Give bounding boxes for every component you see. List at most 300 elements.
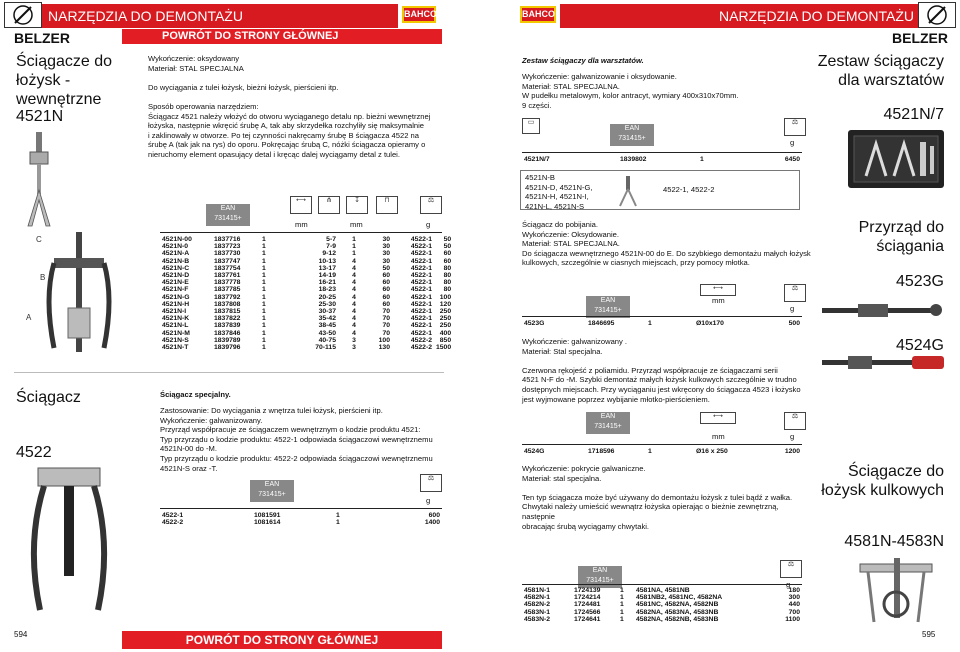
right-s1-unit-g: g [790, 138, 795, 147]
table-cell: 1081614 [254, 519, 281, 527]
right-s1-title: Zestaw ściągaczy dla warsztatów [817, 53, 944, 89]
right-s2-ean-header: EAN 731415+ [586, 296, 630, 318]
right-s4-text-line: Wykończenie: pokrycie galwaniczne. [522, 464, 646, 473]
left-bahco-logo: BAHCO [402, 6, 436, 23]
right-s2-unit-g: g [790, 304, 795, 313]
table-row [160, 308, 453, 315]
table-cell: 4522-1 [410, 329, 432, 337]
table-cell: 1837815 [214, 308, 241, 316]
left-s1-text-line [148, 73, 448, 83]
table-cell: 4583N-1 [524, 608, 551, 616]
right-header-title: NARZĘDZIA DO DEMONTAŻU [719, 8, 914, 24]
table-cell: 30 [382, 236, 390, 243]
right-s3-text-line: dostępnych miejscach. Przy wyciąganiu jest wkręcony do ściągacza 4523 i łożysko [522, 384, 801, 394]
table-cell: 1200 [784, 448, 800, 455]
table-cell: 4521N-S [162, 336, 189, 344]
right-s3-length-icon: ⟷ [700, 412, 736, 424]
table-cell: 6450 [784, 156, 800, 163]
table-cell: 1837846 [214, 329, 241, 337]
table-row [160, 512, 442, 519]
right-header-bar [560, 4, 920, 28]
table-cell: 4522-1 [410, 250, 432, 258]
table-cell: 1 [262, 322, 266, 330]
right-s3-text-line: Czerwona rękojeść z poliamidu. Przyrząd współpracuje ze ściągaczami serii [522, 365, 778, 375]
table-cell: 80 [443, 264, 452, 272]
table-cell: 1718596 [588, 448, 615, 455]
table-cell: 4582NA, 4582NB, 4583NB [636, 615, 719, 623]
right-s3-table [522, 448, 802, 455]
right-s4-text-line [522, 483, 812, 493]
table-cell: 1724481 [574, 601, 601, 609]
ball-bearing-puller-image [852, 556, 946, 626]
table-cell: 4581NA, 4581NB [636, 587, 690, 594]
left-s2-text-line: Wykończenie: galwanizowany. [160, 415, 263, 425]
table-cell: 300 [788, 594, 800, 602]
table-row [160, 337, 453, 344]
table-cell: 16-21 [318, 279, 336, 287]
table-cell: 4521N-K [162, 315, 190, 323]
left-s1-weight-icon: ⚖ [420, 196, 442, 214]
left-s2-code: 4522 [16, 444, 52, 461]
left-home-button-top[interactable]: POWRÓT DO STRONY GŁÓWNEJ [122, 29, 442, 44]
table-cell: 4522-1 [410, 236, 432, 243]
right-s2-table-rule [522, 316, 802, 317]
table-cell: 4 [352, 272, 356, 280]
left-s2-text-line: 4521N-S oraz -T. [160, 463, 218, 473]
right-s2-text-line: Materiał: STAL SPECJALNA. [522, 239, 620, 249]
right-bahco-logo: BAHCO [520, 6, 556, 23]
table-row [160, 301, 453, 308]
table-row [160, 344, 453, 351]
table-cell: 4522-1 [410, 243, 432, 251]
left-s2-weight-icon: ⚖ [420, 474, 442, 492]
table-cell: 1837761 [214, 272, 241, 280]
fig-label-a: A [26, 313, 32, 322]
table-cell: 1 [262, 344, 266, 352]
left-s1-text-line: nieruchomy element opasujący detal i kręcąc dalej wyciągamy detal z tulei. [148, 149, 400, 159]
table-row [160, 258, 453, 265]
table-cell: 1 [262, 293, 266, 301]
table-cell: 1 [336, 512, 340, 519]
table-cell: 1 [352, 250, 356, 258]
table-cell: 4581NB2, 4581NC, 4582NA [636, 594, 723, 602]
right-s2-weight-icon: ⚖ [784, 284, 806, 302]
left-s2-table-rule [160, 508, 442, 509]
table-cell: 4522-2 [162, 519, 184, 527]
right-s1-table-rule [522, 152, 802, 153]
right-s3-weight-icon: ⚖ [784, 412, 806, 430]
right-s3-ean-header: EAN 731415+ [586, 412, 630, 434]
table-cell: 13-17 [318, 264, 336, 272]
table-cell: 1 [262, 272, 266, 280]
table-row [522, 616, 802, 623]
right-s1-text-line: Wykończenie: galwanizowanie i oksydowanie. [522, 72, 677, 81]
left-s2-text-line: Typ przyrządu o kodzie produktu: 4522-2 odpowiada ściągaczowi wewnętrznemu [160, 453, 433, 463]
table-cell: 1 [648, 320, 652, 327]
table-row [522, 601, 802, 608]
table-cell: 4 [352, 257, 356, 265]
right-s4-title: Ściągacze do łożysk kulkowych [821, 463, 944, 499]
table-cell: 4521N-B [162, 257, 190, 265]
table-cell: 80 [443, 286, 452, 294]
table-cell: 4522-1 [410, 272, 432, 280]
table-cell: 60 [443, 250, 452, 258]
right-s1-ean-header: EAN 731415+ [610, 124, 654, 146]
slide-hammer-4524g-image [818, 350, 948, 374]
table-cell: 1 [620, 608, 624, 616]
left-s2-text-line: 4521N-00 do -M. [160, 444, 217, 454]
table-cell: 80 [443, 272, 452, 280]
table-cell: 700 [788, 608, 800, 616]
table-cell: 1839789 [214, 336, 241, 344]
left-brand: BELZER [14, 30, 70, 46]
table-cell: 1 [262, 336, 266, 344]
right-s1-text-line: W pudełku metalowym, kolor antracyt, wymiary 400x310x70mm. [522, 91, 739, 101]
table-cell: 120 [439, 300, 452, 308]
right-s1-text-line: 9 części. [522, 100, 552, 110]
left-s2-unit-g: g [426, 496, 431, 505]
table-cell: 60 [382, 300, 390, 308]
table-cell: 60 [443, 257, 452, 265]
table-cell: 4522-1 [162, 512, 184, 519]
right-s3-text-line: Materiał: Stal specjalna. [522, 346, 603, 356]
left-s1-text-line: Wykończenie: oksydowany [148, 54, 240, 63]
table-cell: 1837730 [214, 250, 241, 258]
fig-label-b: B [40, 273, 46, 282]
left-s2-ean-header: EAN 731415+ [250, 480, 294, 502]
table-cell: 4524G [524, 448, 545, 455]
table-cell: 1 [620, 587, 624, 594]
table-cell: 100 [439, 293, 452, 301]
table-cell: 70 [382, 329, 390, 337]
table-cell: Ø10x170 [696, 320, 724, 327]
left-s1-legs-icon: ⋔ [318, 196, 340, 214]
kit-puller-icon [613, 175, 643, 207]
table-row [522, 587, 802, 594]
table-cell: 100 [378, 336, 390, 344]
kit-contents-box [520, 170, 800, 210]
table-cell: 1837839 [214, 322, 241, 330]
right-s4-ean-header: EAN 731415+ [578, 566, 622, 588]
kit-item-line: 4521N-D, 4521N-G, [525, 182, 593, 192]
table-cell: 4 [352, 308, 356, 316]
table-cell: 4521N-C [162, 264, 190, 272]
table-cell: 4522-2 [410, 336, 432, 344]
table-cell: 4522-1 [410, 315, 432, 323]
right-s4-text-line: obracając śrubą wyciągamy chwytaki. [522, 521, 650, 531]
table-cell: 4523G [524, 320, 545, 327]
left-s1-text-line: i zaklinowały w otworze. Po tej czynności nakręcamy śrubę B ściągacza 4522 na [148, 130, 419, 140]
table-cell: 1837785 [214, 286, 241, 294]
table-cell: 130 [378, 344, 390, 352]
table-row [522, 594, 802, 601]
table-cell: 70 [382, 315, 390, 323]
right-s4-text-line: Chwytaki należy umieścić wewnątrz łożyska opierając o bieżnie zewnętrzną, następnie [522, 502, 779, 521]
right-s4-text-line: Ten typ ściągacza może być używany do demontażu łożysk z tulei bądź z wałka. [522, 492, 793, 502]
table-cell: 1837723 [214, 243, 241, 251]
right-s4-text-line: Materiał: stal specjalna. [522, 473, 602, 483]
table-cell: 1 [620, 601, 624, 609]
table-cell: 250 [439, 322, 452, 330]
left-s1-text-line: Materiał: STAL SPECJALNA [148, 63, 244, 73]
table-cell: 180 [788, 587, 800, 594]
table-cell: 4 [352, 300, 356, 308]
right-s3-text-line: Wykończenie: galwanizowany . [522, 337, 628, 346]
table-cell: 1081591 [254, 512, 281, 519]
left-s1-puller-icon: ⊓ [376, 196, 398, 214]
table-cell: 25-30 [318, 300, 336, 308]
table-row [160, 315, 453, 322]
table-cell: 4582N-1 [524, 594, 551, 602]
table-row [160, 250, 453, 257]
table-cell: 18-23 [318, 286, 336, 294]
table-row [160, 279, 453, 286]
left-s2-text-line: Przyrząd współpracuje ze ściągaczem wewnętrznym o kodzie produktu 4521: [160, 425, 421, 435]
right-s2-text-line: Wykończenie: Oksydowanie. [522, 229, 620, 239]
table-cell: 30 [382, 243, 390, 251]
table-cell: 1 [700, 156, 704, 163]
right-s3-text-line [522, 356, 812, 366]
right-s2-text-line: kulkowych, szczególnie w ciasnych miejscach, przy pomocy młotka. [522, 258, 750, 268]
fig-label-c: C [36, 235, 42, 244]
table-cell: 4522-1 [410, 279, 432, 287]
table-cell: Ø16 x 250 [696, 448, 728, 455]
left-s1-text-line: łożyska, następnie wkręcić śrubę A, tak aby skrzydełka rozchyliły się maksymalnie [148, 121, 425, 131]
table-cell: 250 [439, 308, 452, 316]
right-s4-code: 4581N-4583N [844, 533, 944, 550]
table-cell: 70 [382, 322, 390, 330]
table-cell: 60 [382, 279, 390, 287]
table-cell: 4521N-D [162, 272, 190, 280]
table-cell: 250 [439, 315, 452, 323]
table-cell: 60 [382, 272, 390, 280]
table-cell: 1 [352, 243, 356, 251]
table-row [522, 609, 802, 616]
table-cell: 1 [620, 594, 624, 602]
left-s2-text-line: Zastosowanie: Do wyciągania z wnętrza tulei łożysk, pierścieni itp. [160, 406, 383, 415]
table-cell: 4521N-E [162, 279, 189, 287]
table-row [160, 519, 442, 526]
left-section-divider [14, 372, 444, 373]
right-s2-length-icon: ⟷ [700, 284, 736, 296]
table-cell: 1837792 [214, 293, 241, 301]
table-row [522, 156, 802, 163]
table-cell: 1 [352, 236, 356, 243]
table-cell: 7-9 [326, 243, 336, 251]
table-cell: 4 [352, 293, 356, 301]
table-cell: 1100 [785, 615, 800, 623]
right-s3-text-line: 4521 N-F do -M. Szybki demontaż małych łożysk kulkowych szczególnie w trudno [522, 375, 797, 385]
left-header-icon [4, 2, 42, 28]
kit-item-line: 4521N-B [525, 173, 555, 182]
right-header-icon [918, 2, 956, 28]
left-s1-unit-mm1: mm [295, 220, 308, 229]
table-cell: 4521N-I [162, 308, 187, 316]
table-cell: 1837808 [214, 300, 241, 308]
table-cell: 1 [262, 308, 266, 316]
right-s2-text-line: Ściągacz do pobijania. [522, 220, 598, 229]
table-cell: 1 [620, 615, 624, 623]
left-s1-text-line [148, 92, 448, 102]
table-cell: 4522-1 [410, 308, 432, 316]
table-cell: 4522-1 [410, 257, 432, 265]
table-cell: 5-7 [326, 236, 336, 243]
table-cell: 4521N-00 [162, 236, 192, 243]
table-cell: 50 [443, 236, 452, 243]
table-cell: 4521N-F [162, 286, 189, 294]
table-cell: 4521N-0 [162, 243, 189, 251]
table-cell: 60 [382, 286, 390, 294]
right-s2-text-line: Do ściągacza wewnętrznego 4521N-00 do E. Do szybkiego demontażu małych łożysk [522, 248, 811, 258]
table-cell: 1839802 [620, 156, 647, 163]
table-cell: 1837747 [214, 257, 241, 265]
table-cell: 43-50 [318, 329, 336, 337]
table-cell: 38-45 [318, 322, 336, 330]
left-s1-table [160, 236, 453, 351]
table-cell: 1837822 [214, 315, 241, 323]
table-cell: 80 [443, 279, 452, 287]
table-cell: 1 [262, 250, 266, 258]
table-row [160, 243, 453, 250]
internal-puller-image [10, 130, 68, 230]
table-row [160, 286, 453, 293]
puller-4522-image [14, 464, 124, 614]
kit-item-line: 421N-L, 4521N-S [525, 201, 585, 211]
right-s2-unit-mm: mm [712, 296, 725, 305]
right-page-number: 595 [922, 630, 936, 639]
table-cell: 1837754 [214, 264, 241, 272]
left-s1-text-line: Ściągacz 4521 należy włożyć do otworu wyciąganego detalu np. bieżni wewnętrznej [148, 111, 431, 121]
left-s1-title: Ściągacze do łożysk - wewnętrzne [16, 53, 113, 108]
table-cell: 1 [262, 315, 266, 323]
puller-assembly-image [24, 228, 134, 360]
table-cell: 600 [428, 512, 440, 519]
table-row [522, 320, 802, 327]
table-cell: 4521N/7 [524, 156, 550, 163]
table-cell: 30 [382, 250, 390, 258]
table-cell: 4521N-L [162, 322, 189, 330]
right-s4-weight-icon: ⚖ [780, 560, 802, 578]
table-cell: 1846695 [588, 320, 615, 327]
table-cell: 4582N-2 [524, 601, 551, 609]
table-cell: 30 [382, 257, 390, 265]
table-cell: 500 [788, 320, 800, 327]
table-cell: 60 [382, 293, 390, 301]
table-cell: 1 [262, 279, 266, 287]
kit-item-line: 4521N-H, 4521N-I, [525, 192, 589, 202]
table-cell: 14-19 [318, 272, 336, 280]
table-cell: 50 [382, 264, 390, 272]
right-s4-description [522, 464, 812, 531]
table-cell: 4 [352, 322, 356, 330]
kit-items-list [525, 173, 593, 211]
right-s1-heading: Zestaw ściągaczy dla warsztatów. [522, 56, 644, 65]
right-s1-description [522, 72, 802, 110]
table-cell: 1400 [424, 519, 440, 527]
left-s1-unit-mm2: mm [350, 220, 363, 229]
table-row [522, 448, 802, 455]
right-s3-code: 4524G [895, 337, 944, 354]
table-cell: 4581NC, 4582NA, 4582NB [636, 601, 719, 609]
table-cell: 4521N-T [162, 344, 189, 352]
table-cell: 1 [262, 236, 266, 243]
table-cell: 3 [352, 344, 356, 352]
table-cell: 1 [336, 519, 340, 527]
left-header-bar [42, 4, 398, 28]
table-cell: 4522-1 [410, 300, 432, 308]
kit-pullers: 4522-1, 4522-2 [663, 185, 715, 194]
right-s4-table-rule [522, 584, 802, 585]
table-cell: 70-115 [315, 344, 336, 352]
left-s1-text-line: Sposób operowania narzędziem: [148, 101, 259, 111]
table-cell: 440 [788, 601, 800, 609]
table-cell: 1 [262, 243, 266, 251]
slide-hammer-4523g-image [818, 300, 948, 322]
table-cell: 4 [352, 279, 356, 287]
workshop-case-image [846, 126, 946, 192]
table-row [160, 236, 453, 243]
left-header-title: NARZĘDZIA DO DEMONTAŻU [48, 8, 243, 24]
table-cell: 1839796 [214, 344, 241, 352]
table-cell: 1 [648, 448, 652, 455]
left-s2-title: Ściągacz [16, 389, 81, 406]
left-s1-depth-icon: ↧ [346, 196, 368, 214]
left-page-number: 594 [14, 630, 28, 639]
table-cell: 850 [439, 336, 452, 344]
table-cell: 4521N-M [162, 329, 190, 337]
table-cell: 70 [382, 308, 390, 316]
table-cell: 4 [352, 329, 356, 337]
table-cell: 1724641 [574, 615, 601, 623]
table-cell: 1724566 [574, 608, 601, 616]
table-cell: 1 [262, 264, 266, 272]
table-cell: 4522-1 [410, 286, 432, 294]
table-cell: 20-25 [318, 293, 336, 301]
table-cell: 40-75 [318, 336, 336, 344]
right-s4-table [522, 587, 802, 623]
right-s2-description [522, 220, 812, 268]
right-s3-unit-g: g [790, 432, 795, 441]
table-cell: 4 [352, 286, 356, 294]
left-s2-table [160, 512, 442, 526]
right-s3-text-line: jest wyjmowane poprzez wybijanie młotko-pierścieniem. [522, 394, 710, 404]
table-cell: 4521N-H [162, 300, 190, 308]
right-s1-text-line: Materiał: STAL SPECJALNA. [522, 81, 620, 91]
left-home-button-bottom[interactable]: POWRÓT DO STRONY GŁÓWNEJ [122, 631, 442, 649]
table-cell: 1 [262, 286, 266, 294]
right-s3-unit-mm: mm [712, 432, 725, 441]
right-s1-qty-icon: ▭ [522, 118, 540, 134]
left-s1-ean-header: EAN 731415+ [206, 204, 250, 226]
table-cell: 1724214 [574, 594, 601, 602]
table-cell: 1837778 [214, 279, 241, 287]
left-s2-description [160, 406, 450, 473]
table-cell: 4521N-A [162, 250, 190, 258]
right-s2-title: Przyrząd do ściągania [858, 219, 944, 255]
right-s2-code: 4523G [895, 273, 944, 290]
table-cell: 10-13 [318, 257, 336, 265]
table-row [160, 322, 453, 329]
left-s1-text-line: śrubę A (tak jak na rys) do oporu. Pokręcając śrubą C, nóżki ściągacza opieramy o [148, 140, 426, 150]
table-cell: 400 [439, 329, 452, 337]
table-cell: 1724139 [574, 587, 601, 594]
right-brand: BELZER [892, 30, 948, 46]
right-s1-table [522, 156, 802, 163]
table-cell: 4582NA, 4583NA, 4583NB [636, 608, 719, 616]
table-cell: 1500 [436, 344, 452, 352]
table-cell: 50 [443, 243, 452, 251]
left-s2-heading: Ściągacz specjalny. [160, 390, 231, 399]
